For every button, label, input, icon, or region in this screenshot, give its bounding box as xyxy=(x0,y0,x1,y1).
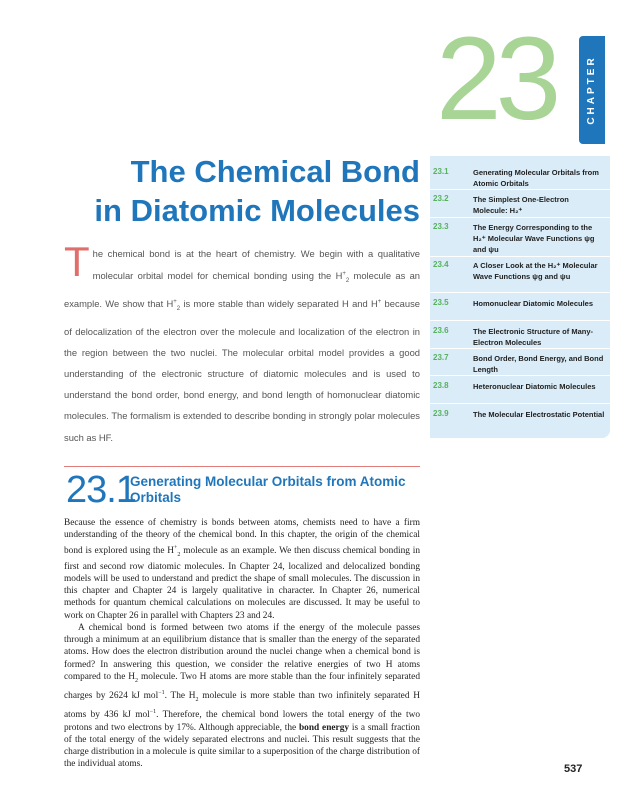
chapter-title-line1: The Chemical Bond xyxy=(130,154,420,189)
body-text: molecule. Two H atoms are more stable than the four infinitely separated charges by 2624 kJ mol xyxy=(64,671,421,702)
toc-item-title: Bond Order, Bond Energy, and Bond Length xyxy=(473,354,604,374)
intro-text: he chemical bond is at the heart of chemistry. We begin with a qualitative molecular orbital model for chemical bonding using the H xyxy=(92,248,420,282)
term-bond-energy: bond energy xyxy=(298,722,350,733)
chapter-tab-label: CHAPTER xyxy=(586,55,597,125)
toc-item-title: The Simplest One-Electron Molecule: H₂⁺ xyxy=(473,195,569,215)
body-text: molecule as an example. We then discuss chemical bonding in first and second row diatomic molecules. In Chapter 24, localized and delocalized bonding models will be used to understand and predict the shape of small molecules. The discussion in this chapter and Chapter 24 is largely qualitative in character. In Chapter 26, numerical methods for quantum chemical calculations on molecules are discussed. It may be useful to work on Chapter 26 in parallel with Chapters 23 and 24. xyxy=(64,545,420,621)
intro-sup: + xyxy=(377,299,382,306)
toc-divider xyxy=(430,189,610,190)
toc-divider xyxy=(430,320,610,321)
body-sub: 2 xyxy=(177,551,181,558)
body-text: . Therefore, the chemical bond lowers the total energy of the two protons and two electrons by 17%. Although appreciable, the xyxy=(64,710,420,733)
toc-item-number: 23.1 xyxy=(433,167,449,176)
chapter-title xyxy=(40,152,420,230)
toc-item-number: 23.6 xyxy=(433,326,449,335)
toc-divider xyxy=(430,403,610,404)
toc-item-number: 23.2 xyxy=(433,194,449,203)
drop-cap: T xyxy=(64,238,90,285)
body-text: is a small fraction of the total energy of the widely separated electrons and nuclei. This result suggests that the charge distribution in a molecule is quite similar to a superposition of the charge distribution of the individual atoms. xyxy=(64,722,420,770)
toc-divider xyxy=(430,256,610,257)
body-text: . The H xyxy=(164,691,196,702)
chapter-number: 23 xyxy=(436,13,556,145)
chapter-tab xyxy=(579,36,605,144)
intro-sub: 2 xyxy=(176,306,181,313)
chapter-contents xyxy=(430,156,610,438)
toc-item-number: 23.8 xyxy=(433,381,449,390)
toc-item-number: 23.5 xyxy=(433,298,449,307)
toc-item-title: Heteronuclear Diatomic Molecules xyxy=(473,382,596,391)
section-rule xyxy=(64,466,420,467)
chapter-intro xyxy=(64,238,420,448)
intro-sup: + xyxy=(342,271,346,278)
body-sub: 2 xyxy=(135,677,139,684)
intro-sup: + xyxy=(173,299,177,306)
toc-item-title: A Closer Look at the H₂⁺ Molecular Wave Functions ψg and ψu xyxy=(473,261,598,281)
body-sup: −1 xyxy=(158,690,165,697)
section-title: Generating Molecular Orbitals from Atomic Orbitals xyxy=(130,474,406,505)
toc-item-number: 23.3 xyxy=(433,222,449,231)
toc-item-number: 23.7 xyxy=(433,353,449,362)
body-sup: + xyxy=(174,544,178,551)
page-number: 537 xyxy=(564,763,583,775)
toc-item-title: The Energy Corresponding to the H₂⁺ Molecular Wave Functions ψg and ψu xyxy=(473,223,595,254)
body-sub: 2 xyxy=(195,697,199,704)
toc-item-title: Homonuclear Diatomic Molecules xyxy=(473,299,594,308)
body-paragraph xyxy=(64,517,420,622)
body-text: A chemical bond is formed between two atoms if the energy of the molecule passes through a minimum at an equilibrium distance that is smaller than the energy of the separated atoms. How does the electron distribution around the nuclei change when a chemical bond is formed? In answering this question, we consider the relative energies of two H atoms compared to the H xyxy=(64,622,420,682)
section-body xyxy=(64,517,420,771)
toc-divider xyxy=(430,348,610,349)
chapter-title-line2: in Diatomic Molecules xyxy=(94,193,420,228)
body-text: molecule is more stable than two infinitely separated H atoms by 436 kJ mol xyxy=(64,691,420,721)
body-text: Because the essence of chemistry is bonds between atoms, chemists need to have a firm understanding of the theory of the chemical bond. In this chapter, the origin of the chemical bond is explored using the H xyxy=(64,518,420,556)
toc-divider xyxy=(430,292,610,293)
toc-item-title: The Electronic Structure of Many-Electron Molecules xyxy=(473,327,594,347)
intro-text: is more stable than widely separated H and H xyxy=(180,298,378,310)
intro-sub: 2 xyxy=(345,278,350,285)
toc-item-number: 23.9 xyxy=(433,409,449,418)
toc-divider xyxy=(430,217,610,218)
toc-item-number: 23.4 xyxy=(433,260,449,269)
toc-item-title: Generating Molecular Orbitals from Atomic Orbitals xyxy=(473,168,599,188)
section-number: 23.1 xyxy=(66,469,136,511)
body-sup: −1 xyxy=(149,709,157,716)
intro-text: molecule as an example. We show that H xyxy=(64,270,420,310)
toc-divider xyxy=(430,375,610,376)
intro-text: because of delocalization of the electron over the molecule and localization of the electron in the region between the two nuclei. The molecular orbital model provides a good understanding of the electronic structure of diatomic molecules and is used to understand the bond order, bond energy, and bond length of homonuclear diatomic molecules. The formalism is extended to describe bonding in strongly polar molecules such as HF. xyxy=(64,298,420,443)
body-paragraph xyxy=(64,622,420,771)
toc-item-title: The Molecular Electrostatic Potential xyxy=(473,410,605,419)
